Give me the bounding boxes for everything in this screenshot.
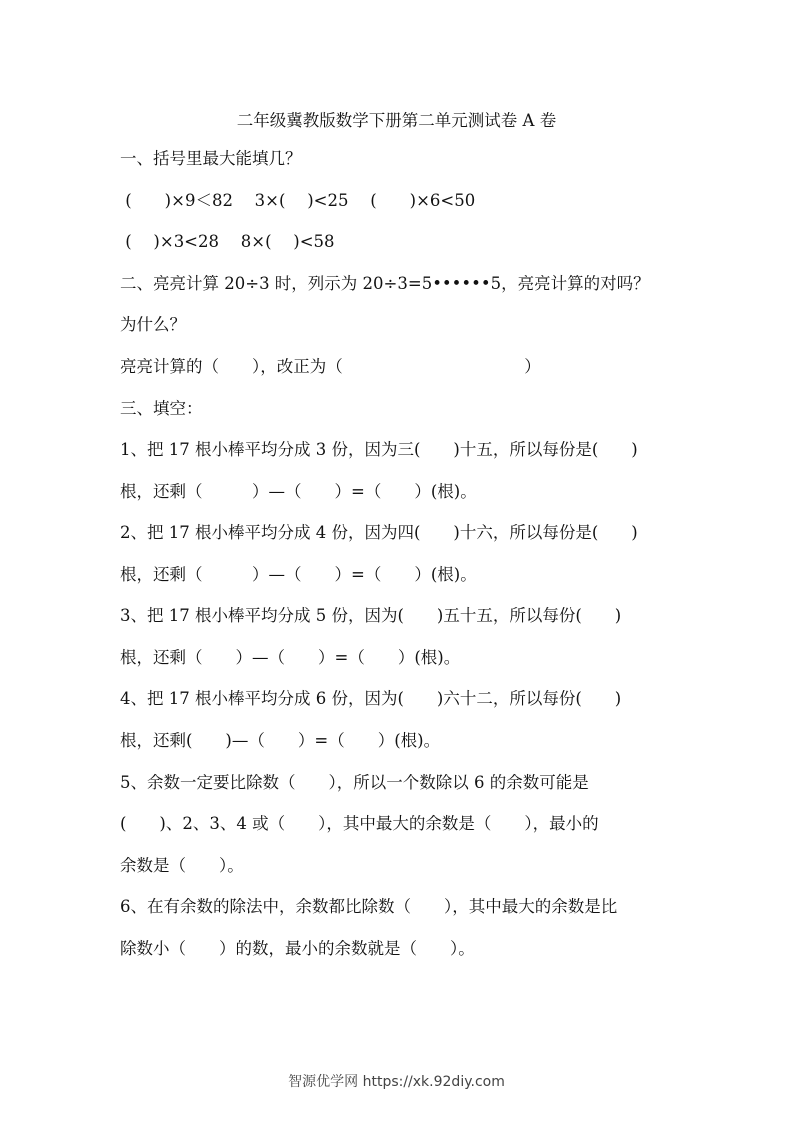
section-2-question-cont: 为什么？ [120, 315, 186, 334]
section-2-answer: 亮亮计算的（ ），改正为（ ） [120, 357, 541, 376]
q5-line-1: 5、余数一定要比除数（ ），所以一个数除以 6 的余数可能是 [120, 773, 589, 792]
q2-line-1: 2、把 17 根小棒平均分成 4 份，因为四( )十六，所以每份是( ) [120, 523, 638, 542]
section-1-heading: 一、括号里最大能填几？ [120, 149, 302, 168]
page-title: 二年级冀教版数学下册第二单元测试卷 A 卷 [236, 111, 557, 130]
footer-watermark: 智源优学网 https://xk.92diy.com [288, 1074, 505, 1090]
q3-line-1: 3、把 17 根小棒平均分成 5 份，因为( )五十五，所以每份( ) [120, 606, 622, 625]
q6-line-2: 除数小（ ）的数，最小的余数就是（ ）。 [120, 939, 475, 958]
q2-line-2: 根，还剩（ ）—（ ）=（ ）(根)。 [120, 565, 477, 584]
section-1-row-2: ( )×3<28 8×( )<58 [120, 232, 335, 251]
q4-line-2: 根，还剩( )—（ ）=（ ）(根)。 [120, 731, 441, 750]
q5-line-2: ( )、2、3、4 或（ ），其中最大的余数是（ ），最小的 [120, 814, 599, 833]
q5-line-3: 余数是（ ）。 [120, 856, 244, 875]
q1-line-1: 1、把 17 根小棒平均分成 3 份，因为三( )十五，所以每份是( ) [120, 440, 638, 459]
section-2-question: 二、亮亮计算 20÷3 时，列示为 20÷3=5••••••5，亮亮计算的对吗？ [120, 274, 650, 293]
section-1-row-1: ( )×9＜82 3×( )<25 ( )×6<50 [120, 191, 476, 210]
q6-line-1: 6、在有余数的除法中，余数都比除数（ ），其中最大的余数是比 [120, 897, 618, 916]
section-3-heading: 三、填空： [120, 399, 203, 418]
q1-line-2: 根，还剩（ ）—（ ）=（ ）(根)。 [120, 482, 477, 501]
q4-line-1: 4、把 17 根小棒平均分成 6 份，因为( )六十二，所以每份( ) [120, 689, 622, 708]
q3-line-2: 根，还剩（ ）—（ ）=（ ）(根)。 [120, 648, 461, 667]
